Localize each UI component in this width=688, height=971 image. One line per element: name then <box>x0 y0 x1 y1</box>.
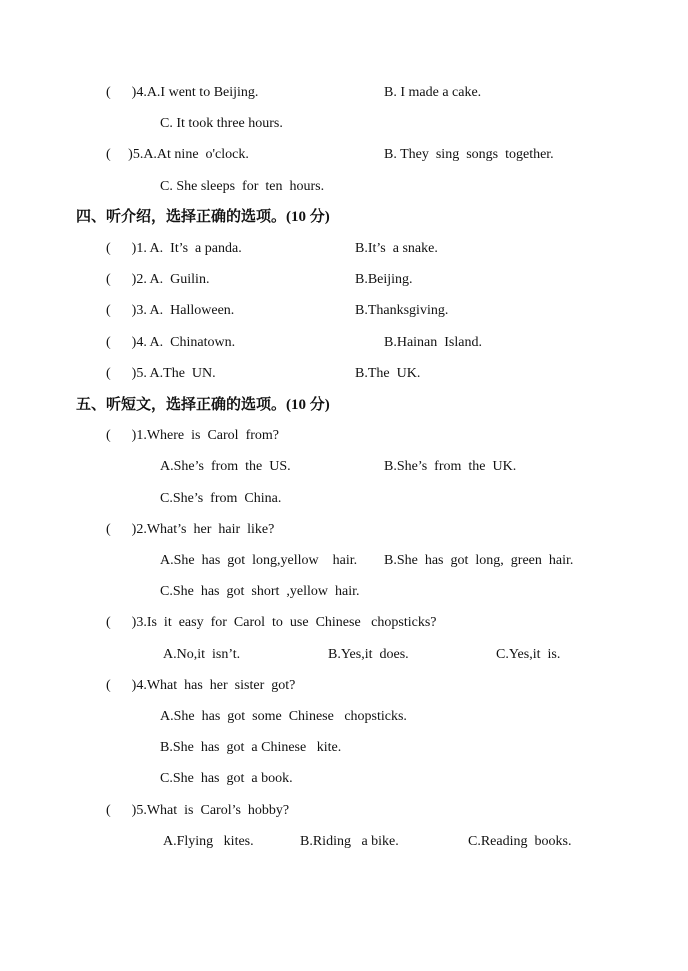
section5-heading: 五、听短文，选择正确的选项。(10 分) <box>76 397 330 413</box>
s4-item2-option-b: B.Beijing. <box>355 272 413 287</box>
section4-heading: 四、听介绍，选择正确的选项。(10 分) <box>76 209 330 225</box>
q3-item4-option-c: C. It took three hours. <box>160 116 283 131</box>
s5-q4-option-a: A.She has got some Chinese chopsticks. <box>160 709 407 724</box>
s5-q5-stem: ( )5.What is Carol’s hobby? <box>106 803 290 818</box>
s4-item1-option-b: B.It’s a snake. <box>355 241 438 256</box>
s5-q3-option-b: B.Yes,it does. <box>328 647 409 662</box>
s5-q4-stem: ( )4.What has her sister got? <box>106 678 296 693</box>
s4-item2-stem: ( )2. A. Guilin. <box>106 272 210 287</box>
q3-item4-stem: ( )4.A.I went to Beijing. <box>106 85 259 100</box>
s4-item3-option-b: B.Thanksgiving. <box>355 303 449 318</box>
s5-q3-option-a: A.No,it isn’t. <box>163 647 241 662</box>
s5-q4-option-b: B.She has got a Chinese kite. <box>160 740 342 755</box>
s5-q3-stem: ( )3.Is it easy for Carol to use Chinese chopsticks? <box>106 615 437 630</box>
s5-q1-option-b: B.She’s from the UK. <box>384 459 517 474</box>
q3-item4-option-b: B. I made a cake. <box>384 85 482 100</box>
q3-item5-stem: ( )5.A.At nine o'clock. <box>106 147 249 162</box>
s5-q5-option-a: A.Flying kites. <box>163 834 254 849</box>
s5-q1-option-c: C.She’s from China. <box>160 491 282 506</box>
s4-item3-stem: ( )3. A. Halloween. <box>106 303 235 318</box>
s5-q5-option-c: C.Reading books. <box>468 834 572 849</box>
s4-item4-option-b: B.Hainan Island. <box>384 335 482 350</box>
s5-q1-stem: ( )1.Where is Carol from? <box>106 428 279 443</box>
s5-q5-option-b: B.Riding a bike. <box>300 834 399 849</box>
s5-q4-option-c: C.She has got a book. <box>160 771 293 786</box>
s4-item1-stem: ( )1. A. It’s a panda. <box>106 241 242 256</box>
s5-q2-option-b: B.She has got long, green hair. <box>384 553 574 568</box>
s5-q2-option-c: C.She has got short ,yellow hair. <box>160 584 360 599</box>
q3-item5-option-b: B. They sing songs together. <box>384 147 554 162</box>
s5-q1-option-a: A.She’s from the US. <box>160 459 291 474</box>
s4-item5-option-b: B.The UK. <box>355 366 421 381</box>
q3-item5-option-c: C. She sleeps for ten hours. <box>160 179 325 194</box>
s5-q2-option-a: A.She has got long,yellow hair. <box>160 553 358 568</box>
s4-item4-stem: ( )4. A. Chinatown. <box>106 335 236 350</box>
s5-q3-option-c: C.Yes,it is. <box>496 647 561 662</box>
s4-item5-stem: ( )5. A.The UN. <box>106 366 216 381</box>
s5-q2-stem: ( )2.What’s her hair like? <box>106 522 275 537</box>
